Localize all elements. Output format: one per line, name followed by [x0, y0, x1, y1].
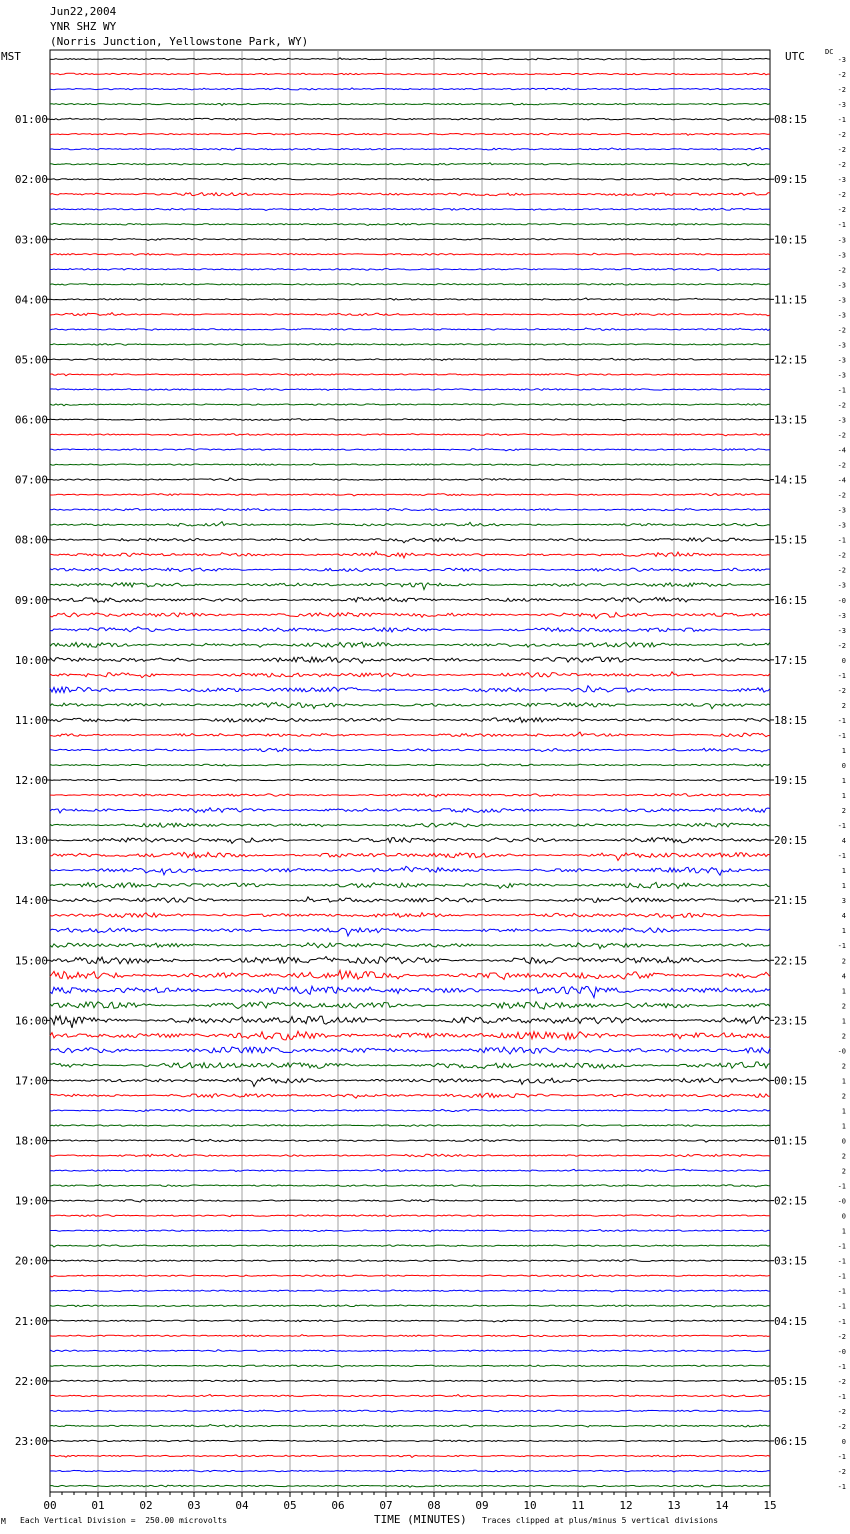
dc-offset-label: -2	[837, 266, 846, 275]
dc-offset-label: -1	[837, 1272, 846, 1281]
seismic-trace	[50, 686, 770, 693]
seismic-trace	[50, 897, 770, 903]
dc-offset-label: -1	[837, 116, 846, 125]
dc-offset-label: -2	[837, 1467, 846, 1476]
seismic-trace	[50, 478, 770, 481]
seismic-trace	[50, 58, 770, 60]
x-tick-label: 00	[43, 1499, 57, 1512]
mst-hour-label: 04:00	[14, 293, 48, 307]
seismic-trace	[50, 358, 770, 360]
dc-offset-label: 0	[841, 656, 846, 665]
utc-hour-label: 19:15	[774, 774, 808, 788]
seismic-trace	[50, 1470, 770, 1472]
x-tick-label: 02	[139, 1499, 153, 1512]
seismic-trace	[50, 1215, 770, 1217]
seismic-trace	[50, 1260, 770, 1262]
seismic-trace	[50, 1440, 770, 1442]
seismic-trace	[50, 838, 770, 844]
dc-offset-label: -1	[837, 942, 846, 951]
dc-header-label: DC	[825, 48, 834, 56]
x-tick-label: 12	[619, 1499, 633, 1512]
dc-offset-label: -2	[837, 1332, 846, 1341]
seismic-trace	[50, 434, 770, 436]
dc-offset-label: -2	[837, 206, 846, 215]
dc-offset-label: 1	[841, 777, 846, 786]
dc-offset-label: -1	[837, 822, 846, 831]
seismic-trace	[50, 866, 770, 875]
dc-offset-label: -0	[837, 596, 846, 605]
x-tick-label: 15	[763, 1499, 777, 1512]
seismic-trace	[50, 928, 770, 936]
seismic-trace	[50, 313, 770, 316]
seismic-trace	[50, 178, 770, 180]
seismic-trace	[50, 1365, 770, 1367]
seismic-trace	[50, 568, 770, 571]
utc-hour-label: 21:15	[774, 894, 808, 908]
dc-offset-label: 1	[841, 1107, 846, 1116]
dc-offset-label: -1	[837, 1302, 846, 1311]
dc-offset-label: -1	[837, 1452, 846, 1461]
dc-offset-label: -1	[837, 1317, 846, 1326]
seismic-trace	[50, 808, 770, 813]
dc-offset-label: 4	[841, 912, 846, 921]
seismic-trace	[50, 1305, 770, 1307]
mst-hour-label: 05:00	[14, 353, 48, 367]
mst-hour-label: 18:00	[14, 1134, 48, 1148]
utc-hour-label: 08:15	[774, 113, 808, 127]
dc-offset-label: -3	[837, 176, 846, 185]
seismic-trace	[50, 612, 770, 618]
seismic-trace	[50, 1380, 770, 1382]
dc-offset-label: -3	[837, 101, 846, 110]
seismic-trace	[50, 538, 770, 543]
dc-offset-label: -0	[837, 1047, 846, 1056]
seismic-trace	[50, 779, 770, 781]
seismic-trace	[50, 509, 770, 511]
mst-hour-label: 01:00	[14, 113, 48, 127]
seismic-trace	[50, 163, 770, 166]
seismic-trace	[50, 269, 770, 271]
mst-hour-label: 17:00	[14, 1074, 48, 1088]
scale-note: Each Vertical Division = 250.00 microvolts	[20, 1516, 228, 1525]
dc-offset-label: -3	[837, 626, 846, 635]
dc-offset-label: -3	[837, 281, 846, 290]
dc-offset-label: -2	[837, 146, 846, 155]
mst-hour-label: 07:00	[14, 473, 48, 487]
seismic-trace	[50, 1031, 770, 1040]
utc-hour-label: 18:15	[774, 713, 808, 727]
dc-offset-label: -2	[837, 461, 846, 470]
seismic-trace	[50, 284, 770, 286]
utc-hour-label: 17:15	[774, 653, 808, 667]
mst-hour-label: 23:00	[14, 1434, 48, 1448]
seismic-trace	[50, 1169, 770, 1171]
dc-offset-label: 1	[841, 927, 846, 936]
utc-hour-label: 00:15	[774, 1074, 808, 1088]
x-tick-label: 09	[475, 1499, 489, 1512]
utc-hour-label: 09:15	[774, 173, 808, 187]
x-tick-label: 01	[91, 1499, 105, 1512]
seismic-trace	[50, 642, 770, 647]
seismic-trace	[50, 1093, 770, 1098]
x-tick-label: 11	[571, 1499, 585, 1512]
x-tick-label: 10	[523, 1499, 537, 1512]
utc-hour-label: 13:15	[774, 413, 808, 427]
seismic-trace	[50, 1047, 770, 1054]
dc-offset-label: -1	[837, 1482, 846, 1491]
dc-offset-label: -1	[837, 1182, 846, 1191]
mst-hour-label: 03:00	[14, 233, 48, 247]
seismic-trace	[50, 764, 770, 767]
utc-hour-label: 03:15	[774, 1254, 808, 1268]
x-tick-label: 06	[331, 1499, 345, 1512]
seismic-trace	[50, 970, 770, 979]
dc-offset-label: -2	[837, 491, 846, 500]
utc-hour-label: 23:15	[774, 1014, 808, 1028]
utc-hour-label: 04:15	[774, 1314, 808, 1328]
seismic-trace	[50, 672, 770, 678]
dc-offset-label: -2	[837, 326, 846, 335]
dc-offset-label: -3	[837, 296, 846, 305]
dc-offset-label: -4	[837, 446, 846, 455]
dc-offset-label: 1	[841, 1017, 846, 1026]
seismic-trace	[50, 882, 770, 888]
utc-hour-label: 05:15	[774, 1374, 808, 1388]
seismic-trace	[50, 208, 770, 210]
mst-hour-label: 19:00	[14, 1194, 48, 1208]
dc-offset-label: 1	[841, 1227, 846, 1236]
dc-offset-label: -1	[837, 716, 846, 725]
dc-offset-label: -1	[837, 1287, 846, 1296]
dc-offset-label: 2	[841, 1152, 846, 1161]
seismic-trace	[50, 597, 770, 602]
seismic-trace	[50, 118, 770, 120]
seismic-trace	[50, 298, 770, 300]
utc-hour-label: 06:15	[774, 1434, 808, 1448]
x-tick-label: 08	[427, 1499, 441, 1512]
mst-hour-label: 14:00	[14, 894, 48, 908]
seismic-trace	[50, 1002, 770, 1009]
seismic-trace	[50, 1245, 770, 1247]
dc-offset-label: -2	[837, 71, 846, 80]
dc-offset-label: -1	[837, 386, 846, 395]
x-tick-label: 04	[235, 1499, 249, 1512]
mst-hour-label: 13:00	[14, 834, 48, 848]
dc-offset-label: -2	[837, 686, 846, 695]
dc-offset-label: -3	[837, 521, 846, 530]
chart-date: Jun22,2004	[50, 5, 117, 18]
seismic-trace	[50, 1016, 770, 1028]
seismic-trace	[50, 404, 770, 406]
dc-offset-label: -3	[837, 311, 846, 320]
dc-offset-label: 0	[841, 1212, 846, 1221]
dc-offset-label: -2	[837, 566, 846, 575]
seismic-trace	[50, 583, 770, 590]
utc-hour-label: 22:15	[774, 954, 808, 968]
dc-offset-label: 1	[841, 792, 846, 801]
dc-offset-label: -1	[837, 1362, 846, 1371]
seismic-trace	[50, 1230, 770, 1232]
station-location: (Norris Junction, Yellowstone Park, WY)	[50, 35, 309, 48]
left-timezone-label: MST	[1, 50, 21, 63]
utc-hour-label: 01:15	[774, 1134, 808, 1148]
dc-offset-label: -0	[837, 1197, 846, 1206]
mst-hour-label: 16:00	[14, 1014, 48, 1028]
dc-offset-label: 1	[841, 987, 846, 996]
seismic-trace	[50, 957, 770, 964]
mst-hour-label: 20:00	[14, 1254, 48, 1268]
dc-offset-label: -2	[837, 401, 846, 410]
seismic-trace	[50, 73, 770, 75]
mst-hour-label: 06:00	[14, 413, 48, 427]
seismic-trace	[50, 1078, 770, 1087]
seismic-trace	[50, 1275, 770, 1277]
dc-offset-label: -2	[837, 86, 846, 95]
dc-offset-label: 1	[841, 882, 846, 891]
dc-offset-label: -3	[837, 416, 846, 425]
utc-hour-label: 10:15	[774, 233, 808, 247]
seismic-trace	[50, 1350, 770, 1352]
seismic-trace	[50, 823, 770, 827]
x-tick-label: 07	[379, 1499, 393, 1512]
seismic-trace	[50, 344, 770, 346]
seismic-trace	[50, 1124, 770, 1126]
dc-offset-label: 2	[841, 957, 846, 966]
seismic-trace	[50, 1109, 770, 1111]
dc-offset-label: 2	[841, 1167, 846, 1176]
x-tick-label: 05	[283, 1499, 297, 1512]
seismic-trace	[50, 1335, 770, 1337]
seismic-trace	[50, 253, 770, 255]
dc-offset-label: -2	[837, 641, 846, 650]
x-tick-label: 14	[715, 1499, 729, 1512]
seismic-trace	[50, 133, 770, 135]
dc-offset-label: -2	[837, 431, 846, 440]
seismic-trace	[50, 1485, 770, 1487]
dc-offset-label: -1	[837, 221, 846, 230]
seismic-trace	[50, 732, 770, 737]
utc-hour-label: 20:15	[774, 834, 808, 848]
seismic-trace	[50, 657, 770, 663]
seismic-trace	[50, 702, 770, 708]
dc-offset-label: 2	[841, 1032, 846, 1041]
utc-hour-label: 16:15	[774, 593, 808, 607]
dc-offset-label: -3	[837, 581, 846, 590]
dc-offset-label: -1	[837, 671, 846, 680]
dc-offset-label: 2	[841, 1092, 846, 1101]
seismic-trace	[50, 794, 770, 797]
seismic-trace	[50, 238, 770, 240]
dc-offset-label: -3	[837, 251, 846, 260]
mst-hour-label: 09:00	[14, 593, 48, 607]
dc-offset-label: 0	[841, 1137, 846, 1146]
seismic-trace	[50, 852, 770, 860]
clip-note: Traces clipped at plus/minus 5 vertical divisions	[482, 1516, 719, 1525]
dc-offset-label: -1	[837, 536, 846, 545]
dc-offset-label: -2	[837, 191, 846, 200]
dc-offset-label: -3	[837, 371, 846, 380]
mst-hour-label: 10:00	[14, 653, 48, 667]
dc-offset-label: -1	[837, 1257, 846, 1266]
dc-offset-label: -2	[837, 1407, 846, 1416]
utc-hour-label: 14:15	[774, 473, 808, 487]
dc-offset-label: 2	[841, 701, 846, 710]
dc-offset-label: -2	[837, 1422, 846, 1431]
mst-hour-label: 08:00	[14, 533, 48, 547]
dc-offset-label: 1	[841, 1122, 846, 1131]
seismic-trace	[50, 1200, 770, 1203]
seismic-trace	[50, 943, 770, 949]
utc-hour-label: 02:15	[774, 1194, 808, 1208]
seismic-trace	[50, 374, 770, 376]
mst-hour-label: 12:00	[14, 774, 48, 788]
mst-hour-label: 11:00	[14, 713, 48, 727]
dc-offset-label: -1	[837, 852, 846, 861]
mst-hour-label: 21:00	[14, 1314, 48, 1328]
dc-offset-label: -3	[837, 611, 846, 620]
dc-offset-label: -0	[837, 1347, 846, 1356]
mst-hour-label: 02:00	[14, 173, 48, 187]
dc-offset-label: -2	[837, 131, 846, 140]
seismic-trace	[50, 1320, 770, 1322]
utc-hour-label: 15:15	[774, 533, 808, 547]
seismic-trace	[50, 551, 770, 558]
dc-offset-label: -1	[837, 1392, 846, 1401]
corner-mark: M	[1, 1517, 6, 1526]
right-timezone-label: UTC	[785, 50, 805, 63]
seismic-trace	[50, 986, 770, 997]
seismic-trace	[50, 103, 770, 105]
seismic-trace	[50, 193, 770, 196]
seismic-trace	[50, 1424, 770, 1427]
seismic-trace	[50, 522, 770, 527]
dc-offset-label: 0	[841, 1437, 846, 1446]
dc-offset-label: -3	[837, 356, 846, 365]
dc-offset-label: -2	[837, 551, 846, 560]
seismic-trace	[50, 328, 770, 331]
dc-offset-label: -2	[837, 1377, 846, 1386]
chart-title: YNR SHZ WY	[50, 20, 117, 33]
dc-offset-label: -3	[837, 236, 846, 245]
seismic-trace	[50, 449, 770, 451]
dc-offset-label: -3	[837, 341, 846, 350]
mst-hour-label: 15:00	[14, 954, 48, 968]
dc-offset-label: 1	[841, 746, 846, 755]
seismic-trace	[50, 88, 770, 90]
seismic-trace	[50, 1154, 770, 1157]
seismic-trace	[50, 1062, 770, 1069]
seismic-trace	[50, 148, 770, 151]
seismic-trace	[50, 748, 770, 752]
seismic-trace	[50, 1139, 770, 1142]
dc-offset-label: 1	[841, 1077, 846, 1086]
seismic-trace	[50, 1185, 770, 1187]
mst-hour-label: 22:00	[14, 1374, 48, 1388]
dc-offset-label: -1	[837, 731, 846, 740]
seismic-trace	[50, 1290, 770, 1292]
seismic-trace	[50, 223, 770, 225]
dc-offset-label: 2	[841, 1002, 846, 1011]
seismic-trace	[50, 389, 770, 391]
dc-offset-label: 4	[841, 837, 846, 846]
seismic-trace	[50, 627, 770, 632]
seismic-trace	[50, 913, 770, 919]
dc-offset-label: 1	[841, 867, 846, 876]
seismic-trace	[50, 494, 770, 496]
dc-offset-label: -3	[837, 56, 846, 65]
utc-hour-label: 12:15	[774, 353, 808, 367]
dc-offset-label: -4	[837, 476, 846, 485]
x-tick-label: 03	[187, 1499, 201, 1512]
dc-offset-label: 3	[841, 897, 846, 906]
seismic-trace	[50, 419, 770, 421]
x-tick-label: 13	[667, 1499, 681, 1512]
utc-hour-label: 11:15	[774, 293, 808, 307]
dc-offset-label: -3	[837, 506, 846, 515]
dc-offset-label: 2	[841, 807, 846, 816]
dc-offset-label: 2	[841, 1062, 846, 1071]
seismic-trace	[50, 1410, 770, 1412]
dc-offset-label: 0	[841, 761, 846, 770]
dc-offset-label: -2	[837, 161, 846, 170]
dc-offset-label: 4	[841, 972, 846, 981]
seismic-trace	[50, 463, 770, 465]
dc-offset-label: -1	[837, 1242, 846, 1251]
seismic-trace	[50, 717, 770, 722]
seismic-trace	[50, 1455, 770, 1458]
seismic-trace	[50, 1395, 770, 1397]
x-axis-title: TIME (MINUTES)	[374, 1513, 467, 1526]
